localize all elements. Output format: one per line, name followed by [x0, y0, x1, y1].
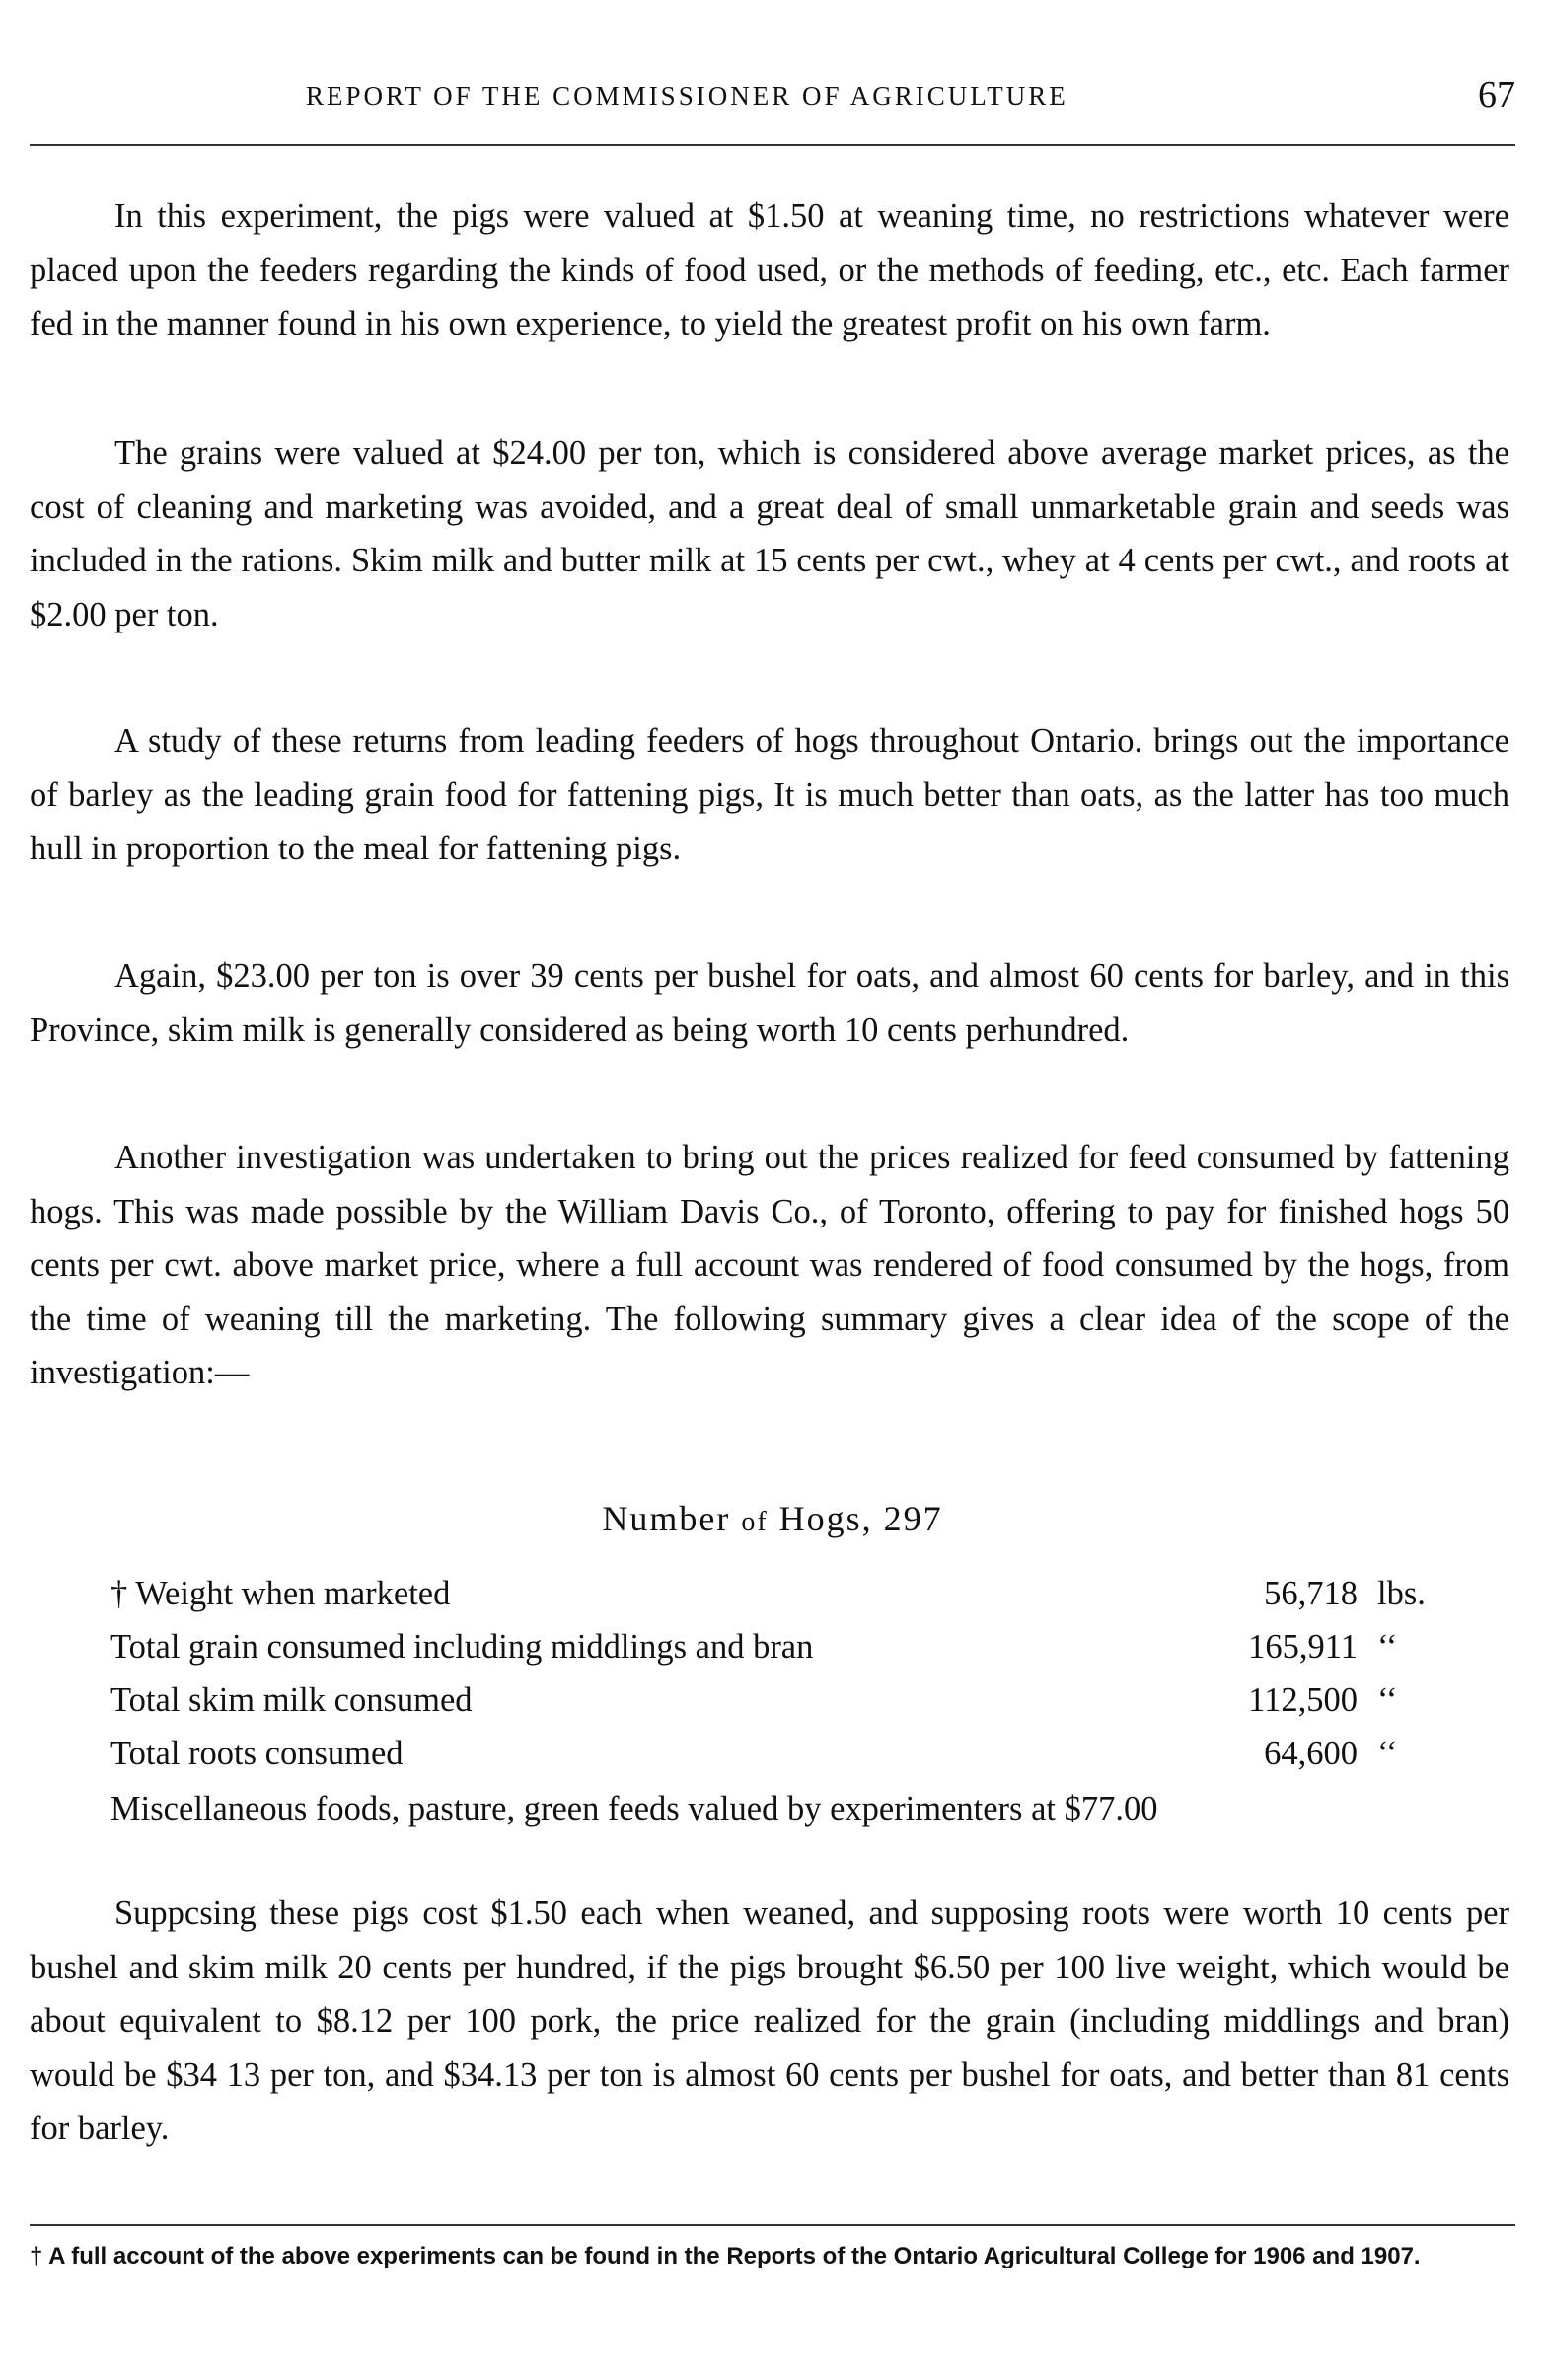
- paragraph-text: The grains were valued at $24.00 per ton, which is considered above average market prices, as the cost of cleaning and marketing was avoided, and a great deal of small unmarketable grain and seeds was included in the rations. Skim milk and butter milk at 15 cents per cwt., whey at 4 cents per cwt., and roots at $2.00 per ton.: [30, 434, 1509, 633]
- footnote: † A full account of the above experiments can be found in the Reports of the Ontario Agricultural College for 1906 and 1907.: [30, 2243, 1421, 2269]
- row-value: 112,500: [1248, 1681, 1358, 1719]
- summary-title-of: of: [741, 1507, 769, 1537]
- running-head-title: REPORT OF THE COMMISSIONER OF AGRICULTURE: [306, 81, 1068, 111]
- hogs-summary-table: [110, 1567, 1450, 1780]
- row-label: Total skim milk consumed: [110, 1681, 473, 1719]
- footnote-rule: [30, 2224, 1515, 2226]
- summary-title-hogs: Hogs,: [778, 1499, 873, 1538]
- row-unit: lbs.: [1377, 1575, 1426, 1612]
- paragraph-price-realized: [30, 1887, 1509, 2156]
- paragraph-text: Again, $23.00 per ton is over 39 cents per bushel for oats, and almost 60 cents for barley, and in this Province, skim milk is generally considered as being worth 10 cents perhundred.: [30, 957, 1509, 1049]
- table-row: [110, 1673, 1450, 1727]
- row-unit: ‘‘: [1377, 1681, 1398, 1719]
- header-rule: [30, 144, 1515, 146]
- paragraph-text: A study of these returns from leading feeders of hogs throughout Ontario. brings out the importance of barley as the leading grain food for fattening pigs, It is much better than oats, as the latter has too much hull in proportion to the meal for fattening pigs.: [30, 722, 1509, 867]
- paragraph-text: In this experiment, the pigs were valued at $1.50 at weaning time, no restrictions whatever were placed upon the feeders regarding the kinds of food used, or the methods of feeding, etc., etc. Each farmer fed in the manner found in his own experience, to yield the greatest profit on his own farm.: [30, 197, 1509, 342]
- row-unit: ‘‘: [1377, 1628, 1398, 1666]
- summary-title-count: 297: [883, 1499, 943, 1538]
- row-label: Total roots consumed: [110, 1735, 404, 1772]
- paragraph-investigation: [30, 1131, 1509, 1400]
- paragraph-grain-prices: [30, 426, 1509, 641]
- row-unit: ‘‘: [1377, 1735, 1398, 1772]
- paragraph-barley-importance: [30, 714, 1509, 876]
- paragraph-experiment-valuation: [30, 189, 1509, 351]
- row-value: 64,600: [1264, 1735, 1358, 1772]
- row-label: Total grain consumed including middlings and bran: [110, 1628, 814, 1666]
- summary-title: [0, 1498, 1545, 1539]
- running-head: [30, 73, 1515, 122]
- table-row: [110, 1567, 1450, 1620]
- paragraph-oats-barley-prices: [30, 949, 1509, 1057]
- row-value: 165,911: [1248, 1628, 1358, 1666]
- table-row: [110, 1620, 1450, 1673]
- paragraph-text: Suppcsing these pigs cost $1.50 each when weaned, and supposing roots were worth 10 cents per bushel and skim milk 20 cents per hundred, if the pigs brought $6.50 per 100 live weight, which would be about equivalent to $8.12 per 100 pork, the price realized for the grain (including middlings and bran) would be $34 13 per ton, and $34.13 per ton is almost 60 cents per bushel for oats, and better than 81 cents for barley.: [30, 1895, 1509, 2147]
- paragraph-text: Another investigation was undertaken to bring out the prices realized for feed consumed by fattening hogs. This was made possible by the William Davis Co., of Toronto, offering to pay for finished hogs 50 cents per cwt. above market price, where a full account was rendered of food consumed by the hogs, from the time of weaning till the marketing. The following summary gives a clear idea of the scope of the investigation:—: [30, 1139, 1509, 1391]
- table-row: [110, 1727, 1450, 1780]
- page-number: 67: [1478, 74, 1515, 115]
- misc-foods-line: Miscellaneous foods, pasture, green feeds valued by experimenters at $77.00: [110, 1790, 1158, 1827]
- summary-title-word: Number: [602, 1499, 731, 1538]
- row-label: † Weight when marketed: [110, 1575, 451, 1612]
- row-value: 56,718: [1264, 1575, 1358, 1612]
